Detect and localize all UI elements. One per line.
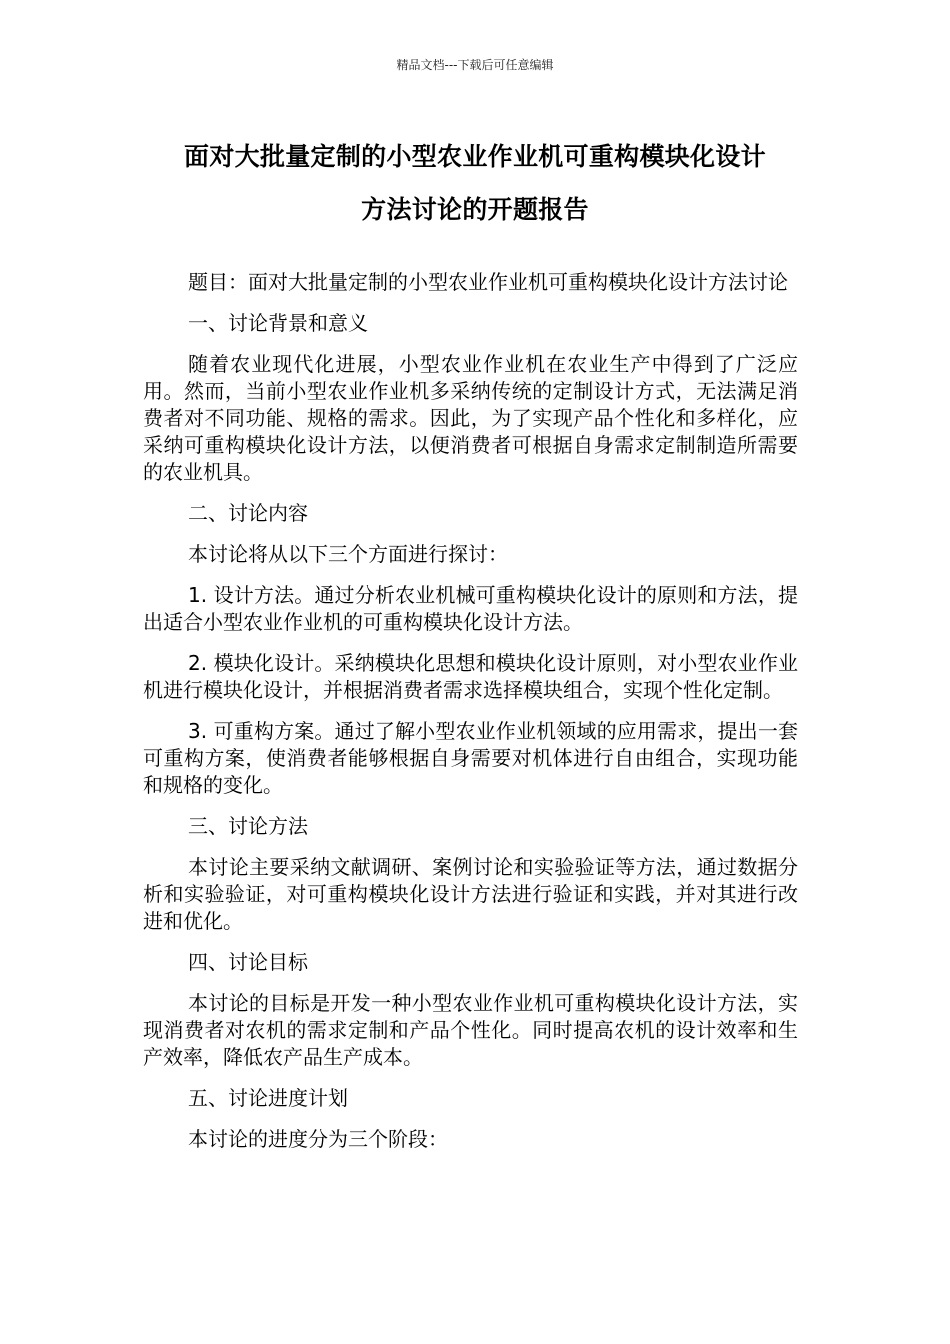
- paragraph-method: 本讨论主要采纳文献调研、案例讨论和实验验证等方法，通过数据分析和实验验证，对可重构模块化设计方法进行验证和实践，并对其进行改进和优化。: [143, 855, 798, 933]
- paragraph-content-intro: 本讨论将从以下三个方面进行探讨：: [188, 542, 508, 566]
- section-heading-goal: 四、讨论目标: [188, 950, 308, 974]
- paragraph-schedule: 本讨论的进度分为三个阶段：: [188, 1127, 448, 1151]
- title-line-1: 面对大批量定制的小型农业作业机可重构模块化设计: [184, 142, 766, 171]
- paragraph-background: 随着农业现代化进展，小型农业作业机在农业生产中得到了广泛应用。然而，当前小型农业作业机多采纳传统的定制设计方式，无法满足消费者对不同功能、规格的需求。因此，为了实现产品个性化和多样化，应采纳可重构模块化设计方法，以便消费者可根据自身需求定制制造所需要的农业机具。: [143, 352, 798, 484]
- section-heading-content: 二、讨论内容: [188, 501, 308, 525]
- document-title: [120, 130, 830, 236]
- paragraph-topic: 题目：面对大批量定制的小型农业作业机可重构模块化设计方法讨论: [188, 270, 788, 294]
- list-item-reconfigurable-plan: 3. 可重构方案。通过了解小型农业作业机领域的应用需求，提出一套可重构方案，使消费者能够根据自身需要对机体进行自由组合，实现功能和规格的变化。: [143, 719, 798, 797]
- document-body: [143, 269, 798, 1167]
- list-item-design-method: 1. 设计方法。通过分析农业机械可重构模块化设计的原则和方法，提出适合小型农业作业机的可重构模块化设计方法。: [143, 583, 798, 634]
- section-heading-schedule: 五、讨论进度计划: [188, 1086, 348, 1110]
- title-line-2: 方法讨论的开题报告: [361, 195, 589, 224]
- section-heading-background: 一、讨论背景和意义: [188, 311, 368, 335]
- list-item-modular-design: 2. 模块化设计。采纳模块化思想和模块化设计原则，对小型农业作业机进行模块化设计，并根据消费者需求选择模块组合，实现个性化定制。: [143, 651, 798, 702]
- section-heading-method: 三、讨论方法: [188, 814, 308, 838]
- paragraph-goal: 本讨论的目标是开发一种小型农业作业机可重构模块化设计方法，实现消费者对农机的需求定制和产品个性化。同时提高农机的设计效率和生产效率，降低农产品生产成本。: [143, 991, 798, 1069]
- page-header: 精品文档---下载后可任意编辑: [396, 58, 554, 72]
